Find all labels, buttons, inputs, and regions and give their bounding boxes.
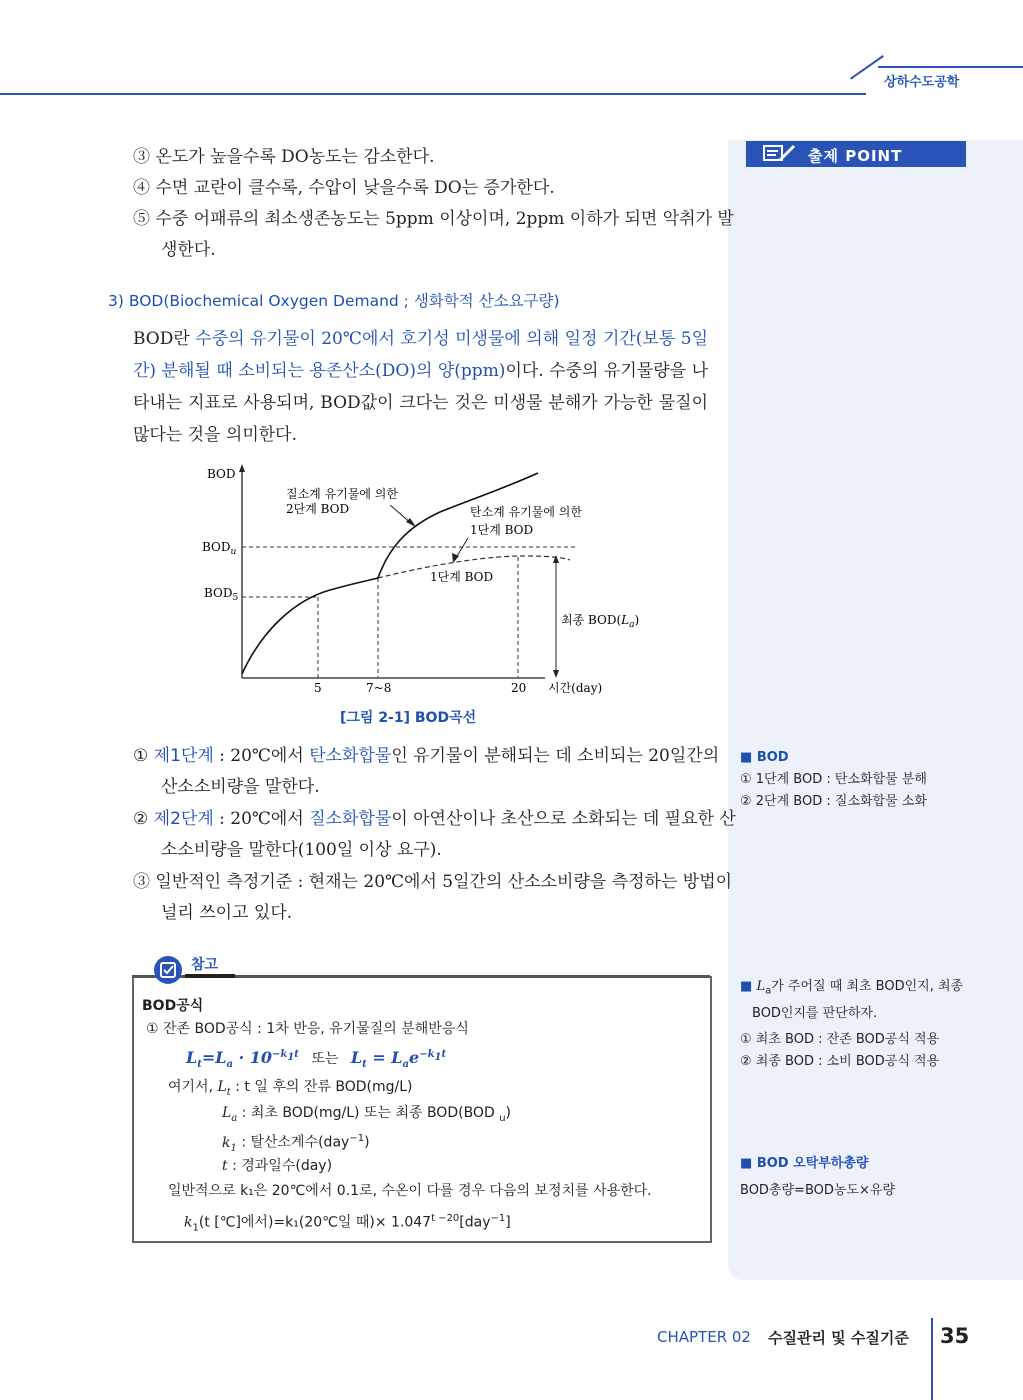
definition-la: $L_a$ : 최초 BOD(mg/L) 또는 최종 BOD(BOD $_u$) bbox=[222, 1105, 511, 1124]
x-tick-7-8: 7~8 bbox=[366, 681, 392, 695]
side-note-la-line-3: ① 최초 BOD : 잔존 BOD공식 적용 bbox=[740, 1031, 940, 1047]
para-lead: BOD란 bbox=[133, 329, 196, 349]
carbon-annotation-2: 1단계 BOD bbox=[470, 523, 534, 537]
side-note-la-line-2: BOD인지를 판단하자. bbox=[752, 1005, 878, 1021]
list-item-surface: ④ 수면 교란이 클수록, 수압이 낮을수록 DO는 증가한다. bbox=[133, 178, 555, 198]
sidebar-panel bbox=[728, 140, 1023, 1280]
memo-pencil-icon bbox=[762, 143, 800, 163]
first-stage-curve bbox=[242, 578, 378, 674]
formula-lt-1: $L_t=L_a \cdot 10^{-k_1t}$ bbox=[186, 1048, 299, 1071]
footer-title: 수질관리 및 수질기준 bbox=[768, 1329, 909, 1347]
side-note-load-title: ■ BOD 오탁부하총량 bbox=[740, 1156, 869, 1171]
page-number: 35 bbox=[940, 1324, 970, 1348]
correction-note: 일반적으로 k₁은 20℃에서 0.1로, 수온이 다를 경우 다음의 보정치를 사용한다. bbox=[168, 1183, 652, 1199]
exam-point-label: 출제 POINT bbox=[808, 147, 903, 165]
reference-top-accent bbox=[185, 974, 235, 978]
header-rule bbox=[0, 93, 866, 95]
stage2-annotation-2: 2단계 BOD bbox=[286, 502, 350, 516]
side-note-load-line: BOD총량=BOD농도×유량 bbox=[740, 1183, 895, 1198]
exam-point-tab bbox=[746, 141, 966, 167]
reference-title: BOD공식 bbox=[142, 998, 204, 1014]
definition-k1: $k_1$ : 탈산소계수(day$^{-1}$) bbox=[222, 1133, 370, 1154]
stage-item-2: ② 제2단계 : 20℃에서 질소화합물이 아연산이나 초산으로 소화되는 데 필요한 산소소비량을 말한다(100일 이상 요구). bbox=[133, 809, 736, 860]
header-rule-upper bbox=[878, 66, 1023, 68]
ultimate-bod-arrow-top bbox=[553, 555, 559, 563]
list-item-fish: ⑤ 수중 어패류의 최소생존농도는 5ppm 이상이며, 2ppm 이하가 되면 악취가 발생한다. bbox=[133, 209, 734, 260]
footer-separator bbox=[931, 1318, 933, 1400]
stage2-pointer-head bbox=[406, 518, 416, 527]
formula-or: 또는 bbox=[311, 1051, 339, 1068]
running-header-title: 상하수도공학 bbox=[884, 75, 960, 90]
para-rest: 이다. 수중의 유기물량을 나타내는 지표로 사용되며, BOD값이 크다는 것은 미생물 분해가 가능한 물질이 많다는 것을 의미한다. bbox=[133, 361, 708, 445]
bod-formula bbox=[186, 1045, 446, 1076]
x-tick-5: 5 bbox=[314, 681, 322, 695]
side-note-la bbox=[740, 976, 963, 1073]
stage-item-3: ③ 일반적인 측정기준 : 현재는 20℃에서 5일간의 산소소비량을 측정하는 방법이 널리 쓰이고 있다. bbox=[133, 872, 733, 923]
x-axis-label: 시간(day) bbox=[548, 681, 603, 695]
side-note-la-line-1: ■ $L_a$가 주어질 때 최초 BOD인지, 최종 bbox=[740, 979, 964, 997]
para-emphasis: 수중의 유기물이 20℃에서 호기성 미생물에 의해 일정 기간(보통 5일간) 분해될 때 소비되는 용존산소(DO)의 양(ppm) bbox=[133, 329, 708, 381]
y-axis-arrow bbox=[239, 464, 245, 472]
carbon-annotation-1: 탄소계 유기물에 의한 bbox=[470, 505, 582, 519]
section-paragraph bbox=[133, 323, 708, 451]
x-tick-20: 20 bbox=[511, 681, 527, 695]
side-note-bod-title: ■ BOD bbox=[740, 750, 789, 765]
section-title: 3) BOD(Biochemical Oxygen Demand ; 생화학적 산소요구량) bbox=[108, 292, 560, 310]
ultimate-bod-label: 최종 $BOD(L_a)$ bbox=[561, 613, 640, 630]
check-icon bbox=[153, 955, 183, 985]
side-note-bod-line-1: ① 1단계 BOD : 탄소화합물 분해 bbox=[740, 772, 927, 787]
stage2-annotation-1: 질소계 유기물에 의한 bbox=[286, 487, 398, 501]
formula-lt-2: $L_t = L_ae^{-k_1t}$ bbox=[350, 1048, 447, 1071]
footer-chapter: CHAPTER 02 bbox=[657, 1328, 751, 1346]
correction-formula: $k_1(t$ [℃]에서)=k₁(20℃일 때)× $1.047^{t -20}[day^{-1}]$ bbox=[184, 1213, 511, 1234]
bod-curve-figure bbox=[200, 460, 640, 700]
side-note-load bbox=[740, 1153, 895, 1202]
y-axis-label: BOD bbox=[207, 467, 236, 481]
carbon-pointer bbox=[456, 538, 468, 558]
figure-caption: [그림 2-1] BOD곡선 bbox=[340, 710, 477, 726]
reference-item-1: ① 잔존 BOD공식 : 1차 반응, 유기물질의 분해반응식 bbox=[146, 1021, 469, 1037]
list-item-temperature: ③ 온도가 높을수록 DO농도는 감소한다. bbox=[133, 147, 435, 167]
stage-item-1: ① 제1단계 : 20℃에서 탄소화합물인 유기물이 분해되는 데 소비되는 20일간의 산소소비량을 말한다. bbox=[133, 746, 720, 797]
side-note-la-line-4: ② 최종 BOD : 소비 BOD공식 적용 bbox=[740, 1053, 940, 1069]
reference-label: 참고 bbox=[191, 957, 219, 973]
side-note-bod-line-2: ② 2단계 BOD : 질소화합물 소화 bbox=[740, 794, 927, 809]
definition-lt: 여기서, $L_t$ : t 일 후의 잔류 BOD(mg/L) bbox=[168, 1079, 413, 1098]
definition-t: t : 경과일수(day) bbox=[222, 1158, 333, 1174]
side-note-bod bbox=[740, 747, 927, 813]
stage1-annotation: 1단계 BOD bbox=[430, 570, 494, 584]
bodu-label: $BOD_u$ bbox=[202, 540, 237, 557]
ultimate-bod-arrow-bottom bbox=[553, 670, 559, 678]
bod5-label: $BOD_5$ bbox=[204, 586, 239, 603]
